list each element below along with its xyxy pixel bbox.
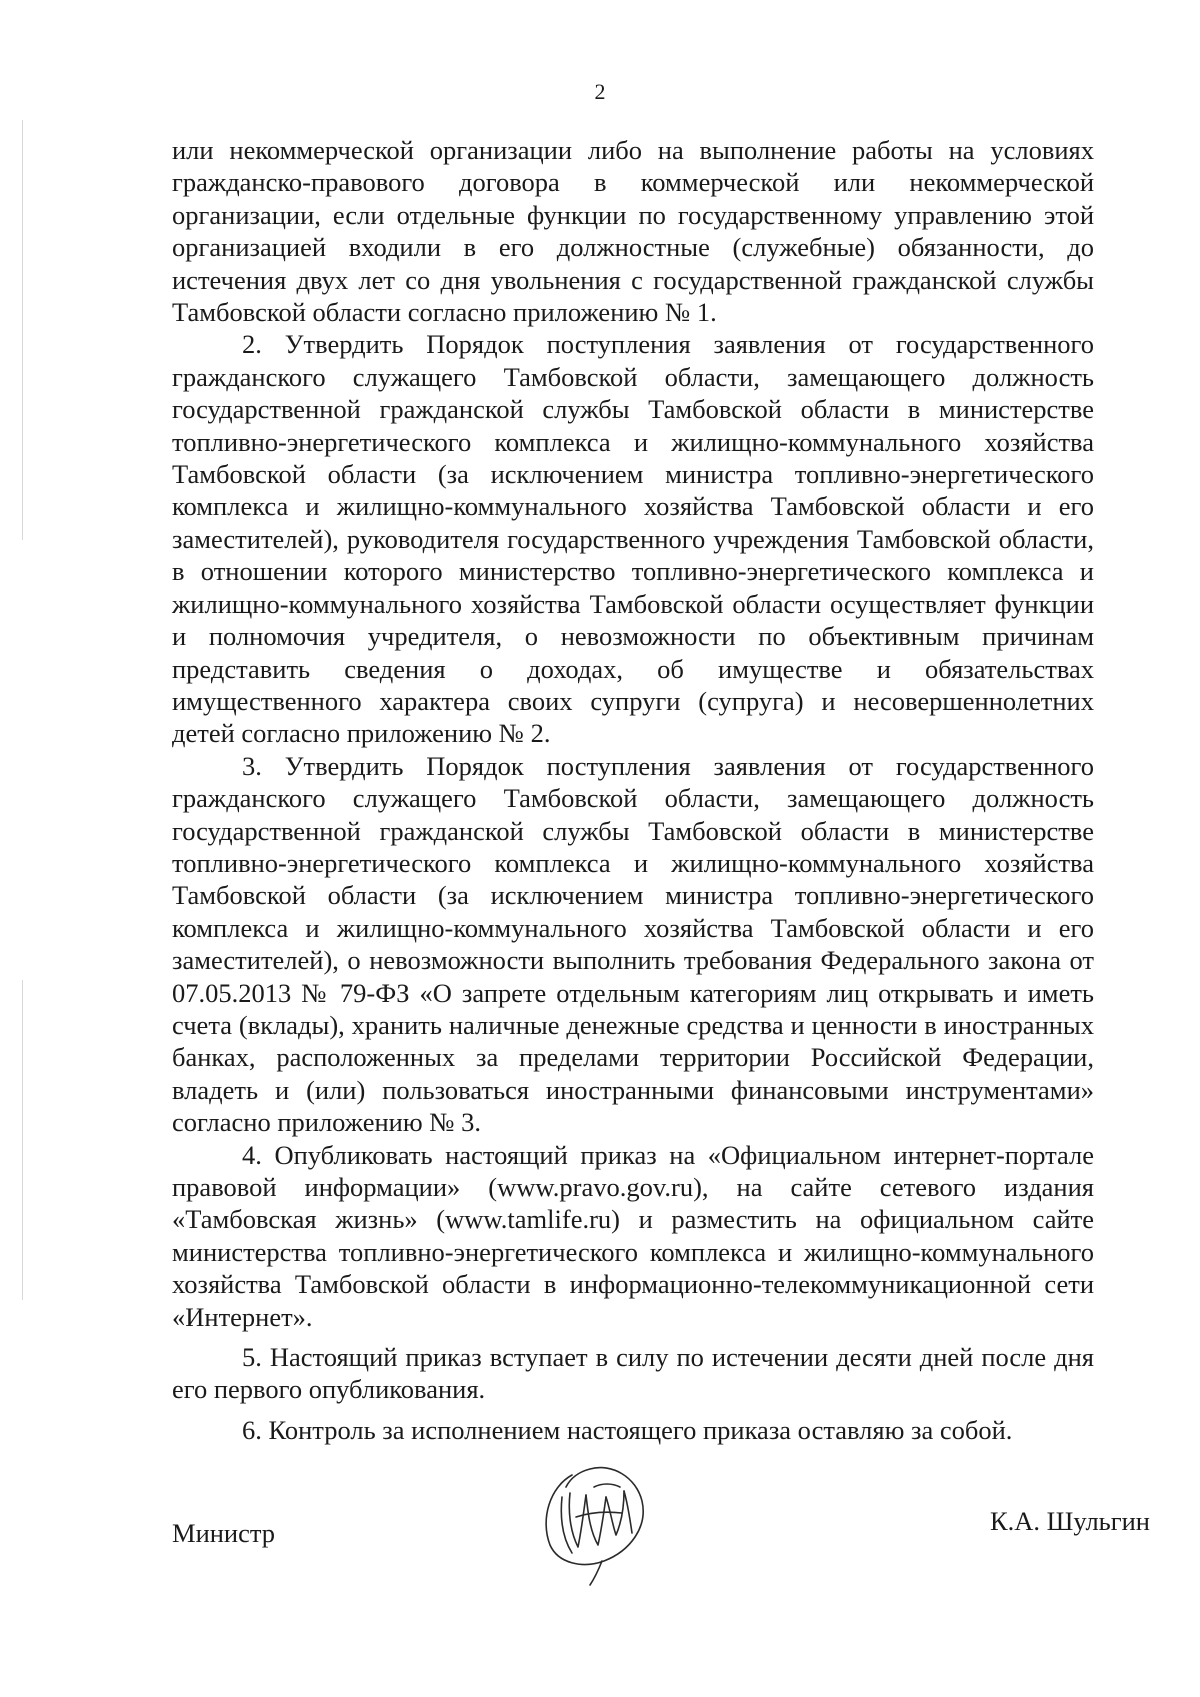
handwritten-signature — [532, 1457, 662, 1589]
document-body — [172, 134, 1094, 1446]
paragraph-item-5: 5. Настоящий приказ вступает в силу по истечении десяти дней после дня его первого опубликования. — [172, 1342, 1094, 1405]
paragraph-item-6: 6. Контроль за исполнением настоящего приказа оставляю за собой. — [242, 1414, 1013, 1445]
signature-block — [172, 1495, 1150, 1575]
signer-name: К.А. Шульгин — [989, 1506, 1150, 1536]
scan-margin-line — [22, 120, 23, 540]
signer-position: Министр — [172, 1518, 276, 1548]
paragraph-item-4: 4. Опубликовать настоящий приказ на «Официальном интернет-портале правовой информации» (www.pravo.gov.ru), на сайте сетевого издания «Тамбовская жизнь» (www.tamlife.ru) и разместить на официальном сайте министерства топливно-энергетического комплекса и жилищно-коммунального хозяйства Тамбовской области в информационно-телекоммуникационной сети «Интернет». — [172, 1139, 1094, 1332]
page-number: 2 — [594, 79, 606, 104]
paragraph-continuation: или некоммерческой организации либо на выполнение работы на условиях гражданско-правового договора в коммерческой или некоммерческой организации, если отдельные функции по государственному управлению этой организацией входили в его должностные (служебные) обязанности, до истечения двух лет со дня увольнения с государственной гражданской службы Тамбовской области согласно приложению № 1. — [172, 135, 1094, 328]
paragraph-item-2: 2. Утвердить Порядок поступления заявления от государственного гражданского служащего Тамбовской области, замещающего должность государственной гражданской службы Тамбовской области в министерстве топливно-энергетического комплекса и жилищно-коммунального хозяйства Тамбовской области (за исключением министра топливно-энергетического комплекса и жилищно-коммунального хозяйства Тамбовской области и его заместителей), руководителя государственного учреждения Тамбовской области, в отношении которого министерство топливно-энергетического комплекса и жилищно-коммунального хозяйства Тамбовской области осуществляет функции и полномочия учредителя, о невозможности по объективным причинам представить сведения о доходах, об имуществе и обязательствах имущественного характера своих супруги (супруга) и несовершеннолетних детей согласно приложению № 2. — [172, 329, 1094, 749]
paragraph-item-3: 3. Утвердить Порядок поступления заявления от государственного гражданского служащего Тамбовской области, замещающего должность государственной гражданской службы Тамбовской области в министерстве топливно-энергетического комплекса и жилищно-коммунального хозяйства Тамбовской области (за исключением министра топливно-энергетического комплекса и жилищно-коммунального хозяйства Тамбовской области и его заместителей), о невозможности выполнить требования Федерального закона от 07.05.2013 № 79-ФЗ «О запрете отдельным категориям лиц открывать и иметь счета (вклады), хранить наличные денежные средства и ценности в иностранных банках, расположенных за пределами территории Российской Федерации, владеть и (или) пользоваться иностранными финансовыми инструментами» согласно приложению № 3. — [172, 750, 1094, 1138]
scan-margin-line — [22, 980, 23, 1300]
